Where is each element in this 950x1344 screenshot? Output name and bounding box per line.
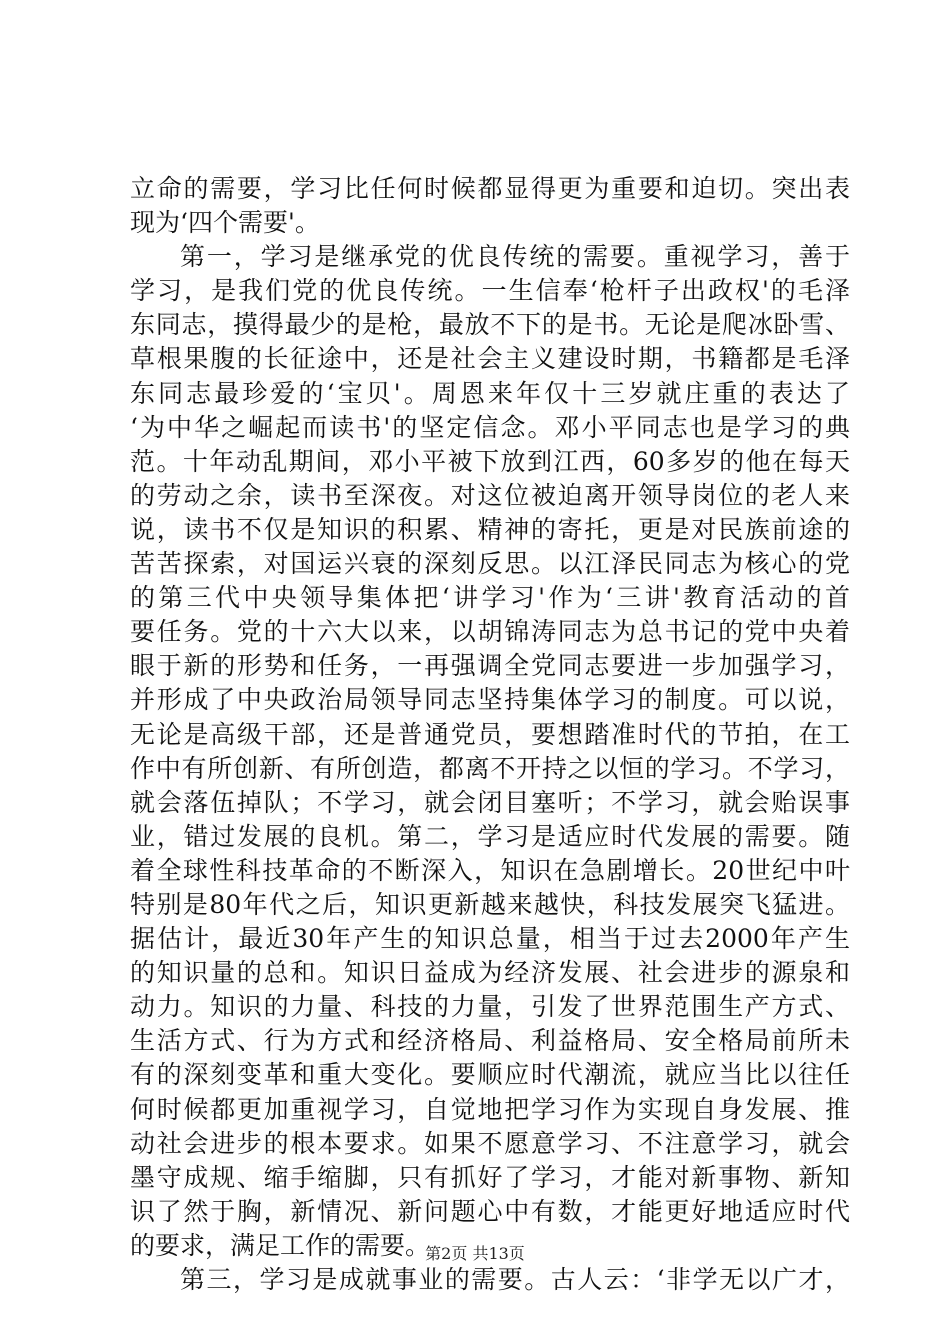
text-line: ‘为中华之崛起而读书'的坚定信念。邓小平同志也是学习的典 [130,412,850,442]
text-line: 的要求，满足工作的需要。 [130,1230,431,1260]
text-line: 说，读书不仅是知识的积累、精神的寄托，更是对民族前途的 [130,514,850,544]
text-line: 动力。知识的力量、科技的力量，引发了世界范围生产方式、 [130,992,850,1022]
text-line: 着全球性科技革命的不断深入，知识在急剧增长。20世纪中叶 [130,855,850,885]
body-text [130,172,850,1297]
text-line: 现为‘四个需要'。 [130,208,320,238]
text-line: 墨守成规、缩手缩脚，只有抓好了学习，才能对新事物、新知 [130,1162,850,1192]
text-line: 第三，学习是成就事业的需要。古人云：‘非学无以广才， [180,1265,850,1294]
text-line: 生活方式、行为方式和经济格局、利益格局、安全格局前所未 [130,1026,850,1056]
text-line: 学习，是我们党的优良传统。一生信奉‘枪杆子出政权'的毛泽 [130,276,850,306]
text-line: 有的深刻变革和重大变化。要顺应时代潮流，就应当比以往任 [130,1060,850,1090]
text-line: 据估计，最近30年产生的知识总量，相当于过去2000年产生 [130,924,850,954]
text-line: 立命的需要，学习比任何时候都显得更为重要和迫切。突出表 [130,174,850,203]
text-line: 的第三代中央领导集体把‘讲学习'作为‘三讲'教育活动的首 [130,583,850,613]
page-number-footer: 第2页 共13页 [425,1244,525,1263]
text-line: 的知识量的总和。知识日益成为经济发展、社会进步的源泉和 [130,958,850,988]
text-line: 并形成了中央政治局领导同志坚持集体学习的制度。可以说， [130,685,850,715]
text-line: 要任务。党的十六大以来，以胡锦涛同志为总书记的党中央着 [130,617,850,647]
text-line: 无论是高级干部，还是普通党员，要想踏准时代的节拍，在工 [130,719,850,749]
text-line: 特别是80年代之后，知识更新越来越快，科技发展突飞猛进。 [130,889,850,919]
text-line: 东同志，摸得最少的是枪，最放不下的是书。无论是爬冰卧雪、 [130,310,850,340]
text-line: 业，错过发展的良机。第二，学习是适应时代发展的需要。随 [130,821,850,851]
text-line: 东同志最珍爱的‘宝贝'。周恩来年仅十三岁就庄重的表达了 [130,378,850,408]
text-line: 第一，学习是继承党的优良传统的需要。重视学习，善于 [180,242,850,272]
text-line: 动社会进步的根本要求。如果不愿意学习、不注意学习，就会 [130,1128,850,1158]
text-line: 苦苦探索，对国运兴衰的深刻反思。以江泽民同志为核心的党 [130,549,850,579]
text-line: 草根果腹的长征途中，还是社会主义建设时期，书籍都是毛泽 [130,344,850,374]
text-line: 作中有所创新、有所创造，都离不开持之以恒的学习。不学习， [130,753,850,783]
text-line: 就会落伍掉队；不学习，就会闭目塞听；不学习，就会贻误事 [130,787,850,817]
text-line: 识了然于胸，新情况、新问题心中有数，才能更好地适应时代 [130,1196,850,1226]
text-line: 眼于新的形势和任务，一再强调全党同志要进一步加强学习， [130,651,850,681]
text-line: 何时候都更加重视学习，自觉地把学习作为实现自身发展、推 [130,1094,850,1124]
text-line: 范。十年动乱期间，邓小平被下放到江西，60多岁的他在每天 [130,446,850,476]
text-line: 的劳动之余，读书至深夜。对这位被迫离开领导岗位的老人来 [130,480,850,510]
